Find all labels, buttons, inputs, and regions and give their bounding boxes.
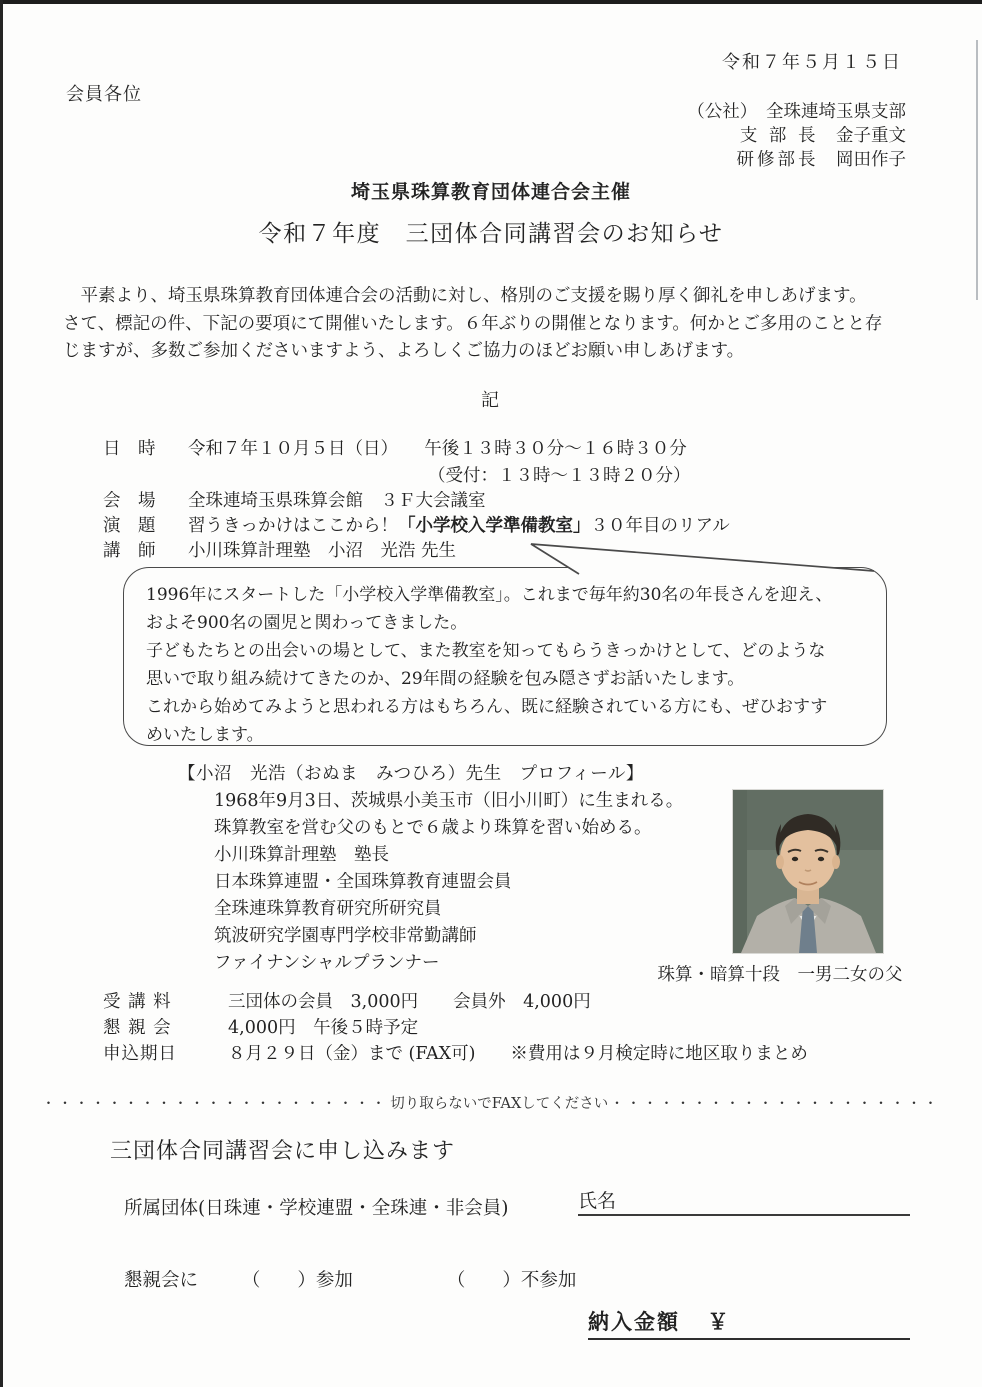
sender-role-2: 研修部長	[736, 150, 819, 170]
bubble-line: およそ900名の園児と関わってきました。	[146, 613, 468, 633]
lecturer-portrait-photo	[733, 790, 883, 953]
lecturer-label: 講 師	[103, 541, 156, 561]
fee-row	[103, 988, 591, 1013]
sender-line-2	[687, 148, 906, 172]
bubble-line: めいたします。	[146, 725, 264, 745]
party-fee-row	[103, 1014, 418, 1039]
topic-post: ３０年目のリアル	[590, 516, 730, 536]
speech-bubble-text	[124, 568, 886, 762]
attend-option: （ ）参加	[241, 1270, 353, 1291]
topic-label: 演 題	[103, 516, 156, 536]
record-mark: 記	[481, 390, 501, 411]
profile-line: 小川珠算計理塾 塾長	[214, 845, 389, 865]
cut-line-dots-right: ・・・・・・・・・・・・・・・・・・・・	[610, 1096, 941, 1112]
sender-org: （公社） 全珠連埼玉県支部	[687, 102, 906, 122]
venue-value: 全珠連埼玉県珠算会館 ３Ｆ大会議室	[188, 491, 486, 511]
venue-label: 会 場	[103, 491, 156, 511]
photo-caption: 珠算・暗算十段 一男二女の父	[657, 965, 903, 985]
detail-row-topic	[103, 512, 730, 537]
profile-line: ファイナンシャルプランナー	[214, 953, 440, 973]
sender-name-2: 岡田作子	[818, 150, 906, 170]
detail-row-venue	[103, 487, 486, 512]
scan-edge-right	[976, 40, 978, 300]
profile-list	[214, 788, 683, 977]
party-fee-value: 4,000円 午後５時予定	[228, 1018, 419, 1038]
bubble-line: 1996年にスタートした「小学校入学準備教室」。これまで毎年約30名の年長さんを迎え、	[146, 585, 833, 605]
fee-value: 三団体の会員 3,000円 会員外 4,000円	[228, 992, 591, 1012]
profile-heading: 【小沼 光浩（おぬま みつひろ）先生 プロフィール】	[178, 764, 644, 784]
sender-name-1: 金子重文	[818, 126, 906, 146]
datetime-label: 日 時	[103, 439, 156, 459]
greeting-line: じますが、多数ご参加くださいますよう、よろしくご協力のほどお願い申しあげます。	[63, 341, 745, 361]
datetime-value: 令和７年１０月５日（日） 午後１３時３０分～１６時３０分	[188, 439, 687, 459]
detail-row-lecturer	[103, 537, 456, 562]
greeting-line: 平素より、埼玉県珠算教育団体連合会の活動に対し、格別のご支援を賜り厚く御礼を申しあげます。	[63, 286, 867, 306]
party-attendance-row	[124, 1266, 576, 1292]
bubble-line: 思いで取り組み続けてきたのか、29年間の経験を包み隠さずお話いたします。	[146, 669, 745, 689]
sender-block	[687, 100, 906, 172]
scan-edge-top	[0, 0, 982, 4]
fee-label: 受 講 料	[103, 992, 172, 1012]
affiliation-options: 所属団体(日珠連・学校連盟・全珠連・非会員)	[124, 1198, 509, 1219]
payment-amount-field	[588, 1306, 910, 1340]
topic-bold: 「小学校入学準備教室」	[398, 516, 591, 536]
cut-line-text: 切り取らないでFAXしてください	[390, 1096, 609, 1112]
sender-role-1: 支 部 長	[739, 126, 819, 146]
sender-line-1	[687, 124, 906, 148]
reception-note: （受付：１３時～１３時２０分）	[428, 466, 691, 486]
greeting-line: さて、標記の件、下記の要項にて開催いたします。６年ぶりの開催となります。何かとご多用のことと存	[63, 313, 883, 334]
profile-line: 日本珠算連盟・全国珠算教育連盟会員	[214, 872, 512, 892]
scan-edge-left	[0, 0, 3, 1387]
greeting-paragraph	[63, 283, 882, 366]
party-fee-label: 懇 親 会	[103, 1018, 172, 1038]
bubble-line: 子どもたちとの出会いの場として、また教室を知ってもらうきっかけとして、どのような	[146, 641, 826, 661]
recipient-line: 会員各位	[66, 84, 142, 105]
fax-cut-line	[0, 1092, 982, 1113]
profile-line: 筑波研究学園専門学校非常勤講師	[214, 926, 477, 946]
deadline-label: 申込期日	[103, 1044, 177, 1064]
page-title: 令和７年度 三団体合同講習会のお知らせ	[258, 221, 724, 247]
profile-line: 1968年9月3日、茨城県小美玉市（旧小川町）に生まれる。	[214, 791, 684, 811]
yen-symbol: ￥	[707, 1309, 731, 1334]
name-blank-field	[578, 1186, 910, 1216]
topic-value	[188, 512, 730, 537]
document-date: 令和７年５月１５日	[722, 52, 902, 73]
lecturer-value: 小川珠算計理塾 小沼 光浩 先生	[188, 541, 457, 561]
deadline-value: ８月２９日（金）まで (FAX可) ※費用は９月検定時に地区取りまとめ	[228, 1044, 808, 1064]
detail-row-datetime	[103, 435, 687, 460]
amount-label: 納入金額	[588, 1309, 680, 1334]
deadline-row	[103, 1040, 808, 1065]
profile-line: 珠算教室を営む父のもとで６歳より珠算を習い始める。	[214, 818, 652, 838]
bubble-line: これから始めてみようと思われる方はもちろん、既に経験されている方にも、ぜひおすす	[146, 697, 828, 717]
topic-pre: 習うきっかけはここから！	[188, 516, 398, 536]
speech-bubble	[123, 567, 887, 746]
party-question: 懇親会に	[124, 1270, 199, 1291]
application-form-title: 三団体合同講習会に申し込みます	[110, 1139, 456, 1164]
name-label: 氏名	[578, 1190, 617, 1212]
organizer-line: 埼玉県珠算教育団体連合会主催	[350, 181, 631, 203]
speech-bubble-tail	[519, 541, 891, 577]
not-attend-option: （ ）不参加	[446, 1270, 577, 1291]
cut-line-dots-left: ・・・・・・・・・・・・・・・・・・・・・	[41, 1096, 389, 1112]
profile-line: 全珠連珠算教育研究所研究員	[214, 899, 442, 919]
